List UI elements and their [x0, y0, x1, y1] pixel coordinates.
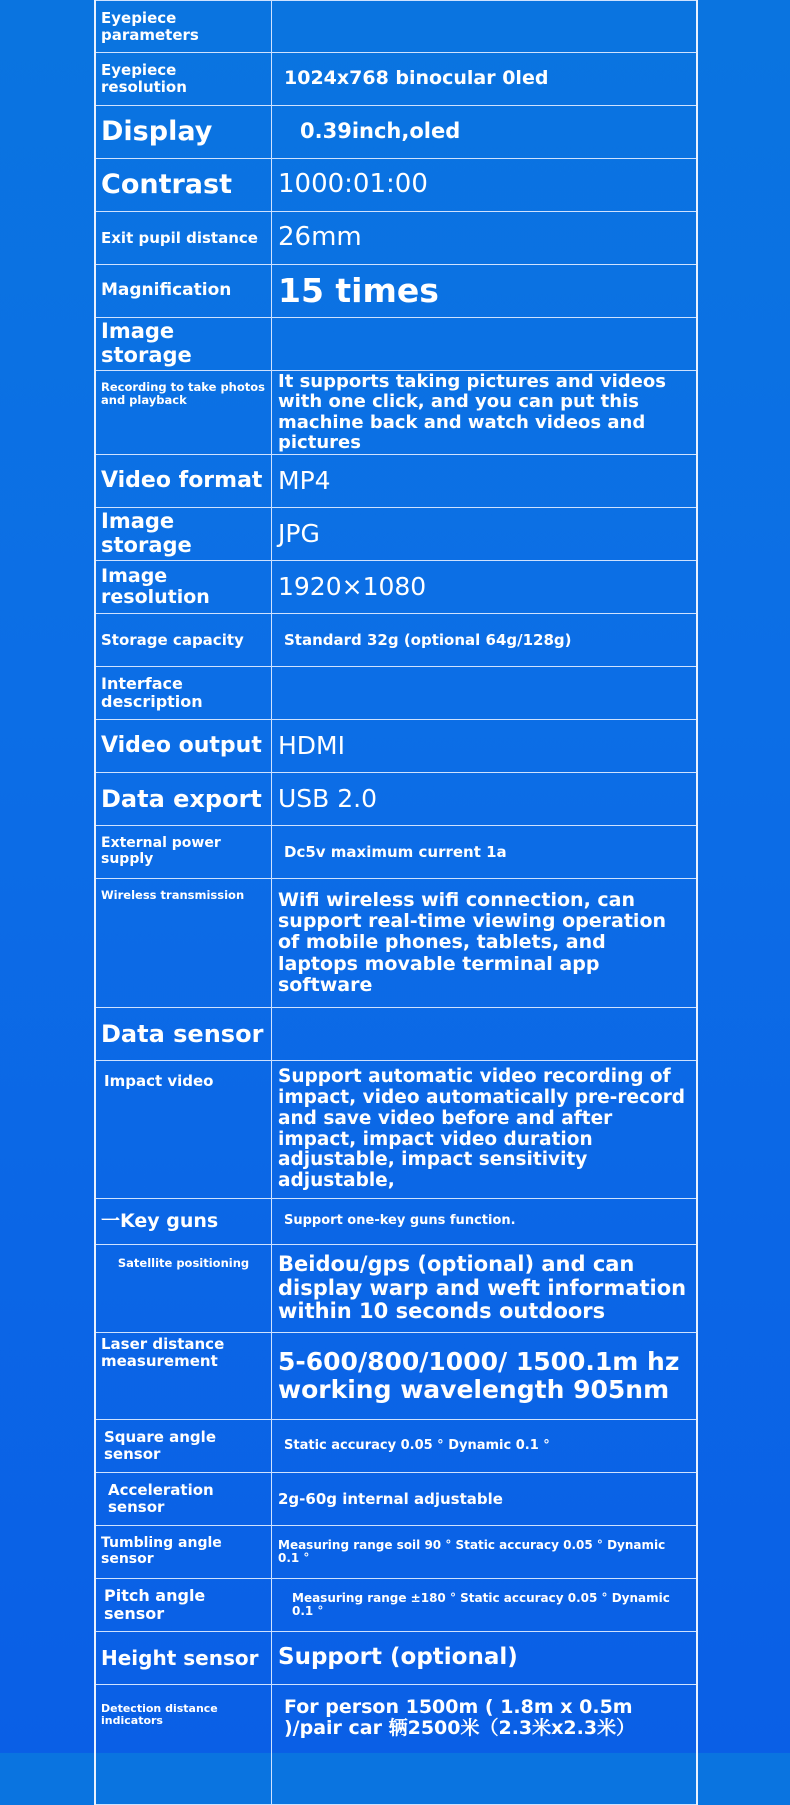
row-label: Recording to take photos and playback — [96, 371, 272, 454]
row-label: Image storage — [96, 508, 272, 560]
row-value: Support one-key guns function. — [284, 1213, 516, 1229]
row-value: It supports taking pictures and videos with one click, and you can put this machine back and watch videos and pictures — [278, 371, 666, 453]
table-row — [96, 106, 696, 159]
row-value: Dc5v maximum current 1a — [284, 842, 507, 861]
row-value: 1920×1080 — [278, 572, 427, 601]
row-value: Support (optional) — [278, 1644, 518, 1671]
row-value: 1024x768 binocular 0led — [284, 67, 549, 90]
row-label: Acceleration sensor — [96, 1473, 272, 1525]
table-row — [96, 826, 696, 879]
table-row — [96, 1199, 696, 1245]
row-value — [272, 667, 696, 719]
table-row — [96, 212, 696, 265]
row-value: 1000:01:00 — [278, 169, 428, 200]
table-row — [96, 667, 696, 720]
row-label: Eyepiece resolution — [96, 53, 272, 105]
table-row — [96, 1473, 696, 1526]
table-row — [96, 614, 696, 667]
row-label: 一Key guns — [96, 1199, 272, 1244]
row-value: MP4 — [278, 466, 331, 495]
row-value: Standard 32g (optional 64g/128g) — [284, 630, 572, 649]
row-value: 15 times — [278, 270, 439, 310]
row-label: Data export — [96, 773, 272, 825]
table-row — [96, 0, 696, 53]
row-label: Magnification — [96, 265, 272, 317]
row-label: Laser distance measurement — [96, 1333, 272, 1419]
table-row — [96, 1420, 696, 1473]
row-label: Data sensor — [96, 1008, 272, 1060]
row-value: Measuring range soil 90 ° Static accuracy 0.05 ° Dynamic 0.1 ° — [278, 1537, 666, 1565]
row-label: Satellite positioning — [96, 1245, 272, 1332]
table-row — [96, 1333, 696, 1420]
row-value: JPG — [278, 519, 320, 548]
row-value: For person 1500m ( 1.8m x 0.5m )/pair car 辆2500米（2.3米x2.3米） — [284, 1696, 636, 1740]
row-value: 2g-60g internal adjustable — [278, 1489, 503, 1508]
row-value: Measuring range ±180 ° Static accuracy 0.05 ° Dynamic 0.1 ° — [292, 1590, 670, 1618]
row-label: Display — [96, 106, 272, 158]
row-value: HDMI — [278, 731, 345, 760]
row-value: USB 2.0 — [278, 784, 378, 813]
table-row — [96, 879, 696, 1008]
table-row — [96, 1245, 696, 1333]
row-label: Exit pupil distance — [96, 212, 272, 264]
table-row — [96, 1008, 696, 1061]
row-value: Static accuracy 0.05 ° Dynamic 0.1 ° — [284, 1437, 550, 1453]
table-row — [96, 371, 696, 455]
row-label: Video format — [96, 455, 272, 507]
row-value: 26mm — [278, 222, 362, 253]
spec-table — [94, 0, 698, 1805]
row-label: Impact video — [96, 1061, 272, 1198]
row-value: Support automatic video recording of impact, video automatically pre-record and save video before and after impact, impact video duration adjustable, impact sensitivity adjustable, — [278, 1066, 686, 1191]
row-label: Image storage — [96, 318, 272, 370]
row-value — [272, 1, 696, 52]
row-label: Detection distance indicators — [96, 1685, 272, 1804]
row-value: 5-600/800/1000/ 1500.1m hz working wavelength 905nm — [278, 1347, 680, 1404]
row-value — [272, 1008, 696, 1060]
table-row — [96, 561, 696, 614]
row-label: Tumbling angle sensor — [96, 1526, 272, 1578]
row-label: Contrast — [96, 159, 272, 211]
table-row — [96, 773, 696, 826]
row-label: Wireless transmission — [96, 879, 272, 1007]
row-value: 0.39inch,oled — [300, 119, 461, 144]
row-value: Wifi wireless wifi connection, can support real-time viewing operation of mobile phones, tablets, and laptops movable terminal app software — [278, 888, 667, 996]
row-label: External power supply — [96, 826, 272, 878]
row-label: Image resolution — [96, 561, 272, 613]
row-label: Video output — [96, 720, 272, 772]
table-row — [96, 318, 696, 371]
table-row — [96, 265, 696, 318]
table-row — [96, 1632, 696, 1685]
table-row — [96, 159, 696, 212]
table-row — [96, 1526, 696, 1579]
table-row — [96, 720, 696, 773]
row-value — [272, 318, 696, 370]
row-label: Height sensor — [96, 1632, 272, 1684]
row-label: Square angle sensor — [96, 1420, 272, 1472]
table-row — [96, 1579, 696, 1632]
table-row — [96, 508, 696, 561]
row-label: Pitch angle sensor — [96, 1579, 272, 1631]
table-row — [96, 53, 696, 106]
row-label: Eyepiece parameters — [96, 1, 272, 52]
table-row — [96, 455, 696, 508]
table-row — [96, 1061, 696, 1199]
row-value: Beidou/gps (optional) and can display warp and weft information within 10 seconds outdoors — [278, 1252, 687, 1324]
table-row — [96, 1685, 696, 1805]
row-label: Interface description — [96, 667, 272, 719]
row-label: Storage capacity — [96, 614, 272, 666]
